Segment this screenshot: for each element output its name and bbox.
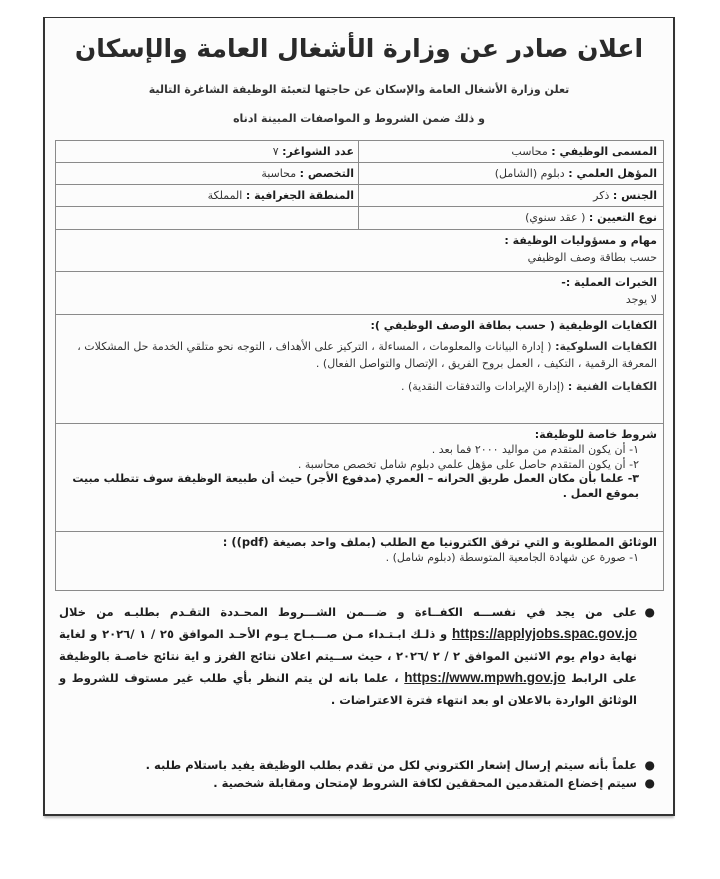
note-exam-interview — [59, 774, 659, 792]
region-label: المنطقة الجغرافية : — [245, 189, 354, 202]
list-item: ٢- أن يكون المتقدم حاصل على مؤهل علمي دبلوم شامل تخصص محاسبة . — [297, 457, 639, 471]
competencies-heading: الكفايات الوظيفية ( حسب بطاقة الوصف الوظيفي ): — [370, 319, 657, 332]
special-conditions-section — [56, 424, 663, 532]
region-cell — [56, 185, 360, 206]
qualification-value: دبلوم (الشامل) — [494, 167, 565, 180]
appointment-type-cell — [358, 207, 663, 229]
gender-label: الجنس : — [612, 189, 657, 202]
vacancies-value: ٧ — [272, 145, 279, 158]
list-item: ١- أن يكون المتقدم من مواليد ٢٠٠٠ فما بعد . — [431, 443, 639, 456]
specialization-value: محاسبة — [261, 167, 297, 180]
table-row — [56, 141, 663, 163]
documents-section — [56, 532, 663, 590]
duties-text: حسب بطاقة وصف الوظيفي — [527, 251, 657, 264]
behavioral-text: ( إدارة البيانات والمعلومات ، المساءلة ، التركيز على الأهداف ، التوجه نحو متلقي الخدمة حل المشكلات ، المعرفة الرقمية ، التكيف ، العمل بروح الفريق ، الإتصال والتواصل الفعال) . — [77, 340, 657, 370]
note-exam-text: سيتم إخضاع المتقدمين المحققين لكافة الشروط لإمتحان ومقابلة شخصية . — [213, 776, 637, 790]
documents-list — [62, 551, 657, 566]
technical-label: الكفايات الفنية : — [567, 380, 657, 393]
ministry-website-link[interactable]: https://www.mpwh.gov.jo — [404, 670, 566, 685]
note-text-part1: على من يجد في نفســـه الكفــاءة و ضـــمن الشـــروط المحـددة التقـدم بطلبـه من خلال — [59, 605, 637, 619]
bullet-dot-icon: ● — [644, 776, 655, 790]
job-title-cell — [358, 141, 663, 162]
empty-cell — [56, 207, 360, 229]
note-email-text: علماً بأنه سيتم إرسال إشعار الكتروني لكل من تقدم بطلب الوظيفة يفيد باستلام طلبه . — [145, 758, 637, 772]
table-row — [56, 207, 663, 230]
table-row — [56, 163, 663, 185]
technical-text: (إدارة الإيرادات والتدفقات النقدية) . — [400, 380, 565, 393]
documents-heading: الوثائق المطلوبة و التي ترفق الكترونيا مع الطلب (بملف واحد بصيغة (pdf)) : — [222, 535, 657, 549]
experience-text: لا يوجد — [625, 293, 657, 306]
competencies-section — [56, 315, 663, 424]
intro-line-2: و ذلك ضمن الشروط و المواصفات المبينة ادناه — [233, 112, 485, 125]
qualification-cell — [358, 163, 663, 184]
job-title-label: المسمى الوظيفي : — [551, 145, 657, 158]
specialization-label: التخصص : — [299, 167, 354, 180]
bullet-dot-icon: ● — [644, 605, 655, 619]
appointment-type-label: نوع التعيين : — [588, 211, 657, 224]
job-title-value: محاسب — [511, 145, 548, 158]
note-text-part2: و ذلـك ابـتـداء مـن صـــبـاح يـوم الأحـد الموافق ٢٥ / ١ /٢٠٢٦ و لغاية نهاية دوام يوم الاثنين الموافق ٢ / ٢ /٢٠٢٦ ، حيث ســيتم اعلان نتائج الفرز و اية نتائج خاصـة بالوظيفة على الرابط — [59, 627, 637, 685]
special-conditions-list — [62, 443, 657, 501]
region-value: المملكة — [207, 189, 243, 202]
list-item: ٣- علما بأن مكان العمل طريق الحرانه – العمري (مدفوع الأجر) حيث أن طبيعة الوظيفة سوف تتطلب مبيت بموقع العمل . — [72, 472, 639, 500]
note-apply-instructions — [59, 601, 659, 711]
specialization-cell — [56, 163, 360, 184]
special-conditions-heading: شروط خاصة للوظيفة: — [534, 428, 657, 441]
duties-heading: مهام و مسؤوليات الوظيفة : — [504, 234, 657, 247]
list-item: ١- صورة عن شهادة الجامعية المتوسطة (دبلوم شامل) . — [385, 551, 639, 564]
additional-notes — [59, 756, 659, 792]
intro-line-1: تعلن وزارة الأشغال العامة والإسكان عن حاجتها لتعبئة الوظيفة الشاغرة التالية — [148, 83, 570, 96]
table-row — [56, 185, 663, 207]
qualification-label: المؤهل العلمي : — [568, 167, 657, 180]
application-notes — [59, 601, 659, 711]
note-text-part3: ، علما بانه لن يتم النظر بأي طلب غير مستوف للشروط و الوثائق الواردة بالاعلان او بعد انتهاء فترة الاعتراضات . — [59, 671, 637, 707]
gender-cell — [358, 185, 663, 206]
job-details-table — [55, 140, 664, 591]
note-email-notification — [59, 756, 659, 774]
bullet-dot-icon: ● — [644, 758, 655, 772]
behavioral-label: الكفايات السلوكية: — [555, 340, 657, 353]
appointment-type-value: ( عقد سنوي) — [525, 211, 586, 224]
vacancies-cell — [56, 141, 360, 162]
technical-competencies — [62, 378, 657, 395]
experience-section — [56, 272, 663, 315]
experience-heading: الخبرات العملية :- — [561, 276, 657, 289]
announcement-title: اعلان صادر عن وزارة الأشغال العامة والإسكان — [74, 34, 644, 63]
announcement-page — [43, 17, 675, 816]
behavioral-competencies — [62, 338, 657, 372]
apply-jobs-link[interactable]: https://applyjobs.spac.gov.jo — [451, 626, 637, 641]
vacancies-label: عدد الشواغر: — [282, 145, 354, 158]
duties-section — [56, 230, 663, 272]
gender-value: ذكر — [593, 189, 610, 202]
